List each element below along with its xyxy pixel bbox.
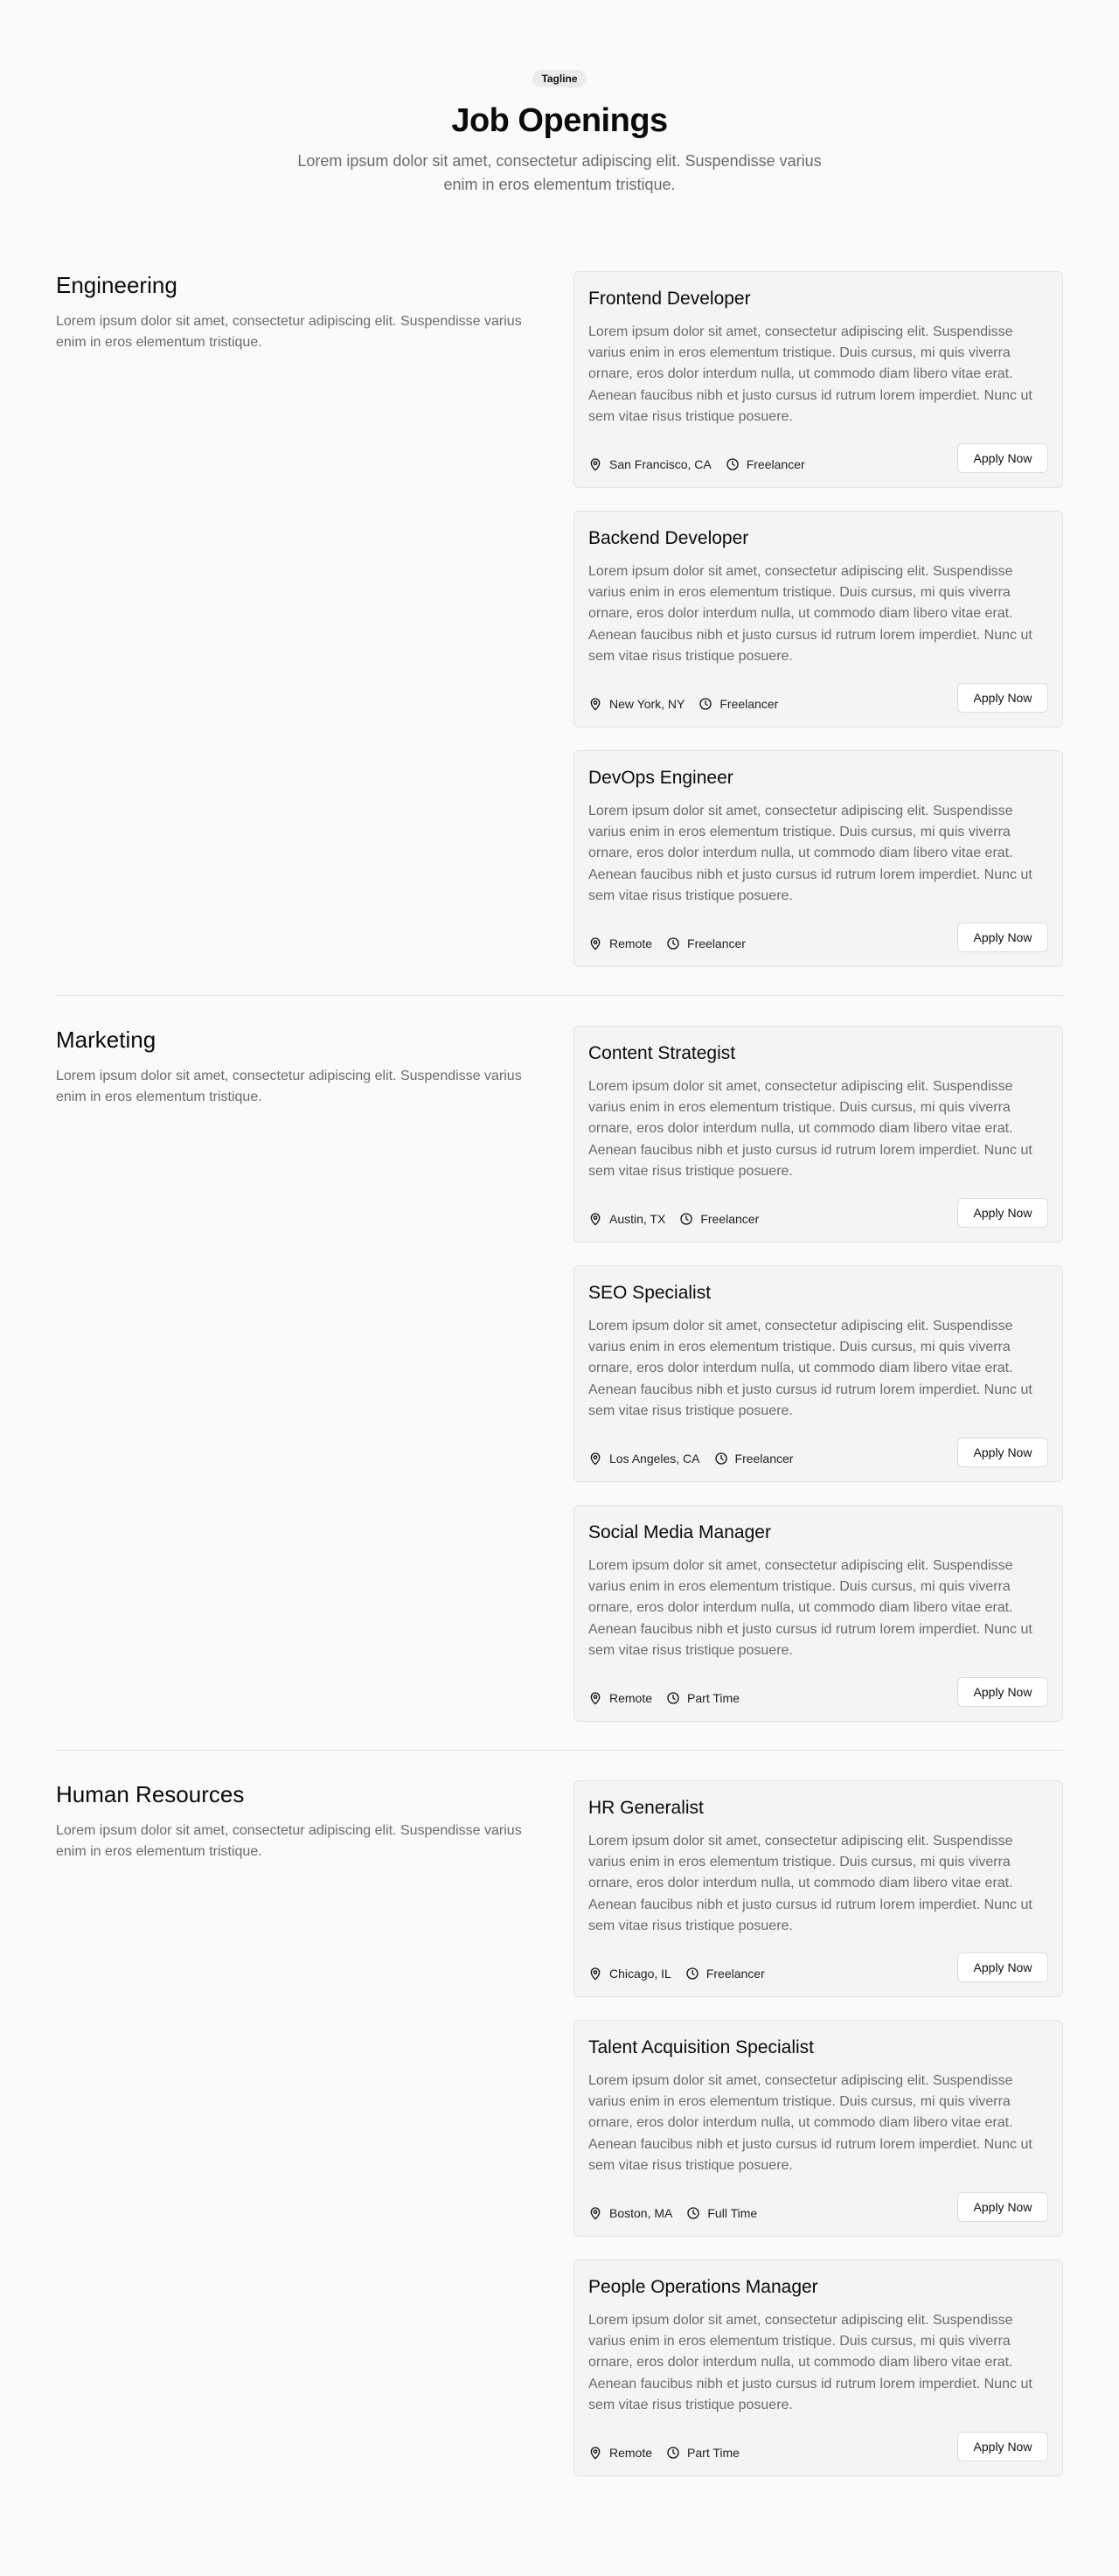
- job-location-label: Boston, MA: [609, 2206, 673, 2220]
- clock-icon: [679, 1212, 693, 1226]
- job-type-label: Freelancer: [700, 1212, 760, 1226]
- job-meta: [588, 1212, 773, 1226]
- clock-icon: [699, 697, 712, 711]
- job-type-label: Part Time: [687, 2446, 740, 2460]
- map-pin-icon: [588, 697, 602, 711]
- apply-now-button[interactable]: Apply Now: [957, 1953, 1048, 1982]
- department-title: Engineering: [56, 272, 177, 298]
- department-info: [56, 271, 546, 967]
- job-meta: [588, 697, 792, 711]
- job-type: [699, 697, 778, 711]
- job-card: [573, 271, 1063, 488]
- job-card: [573, 2020, 1063, 2237]
- job-type: [666, 2446, 740, 2460]
- job-type-label: Freelancer: [719, 697, 779, 711]
- department-section: [56, 1026, 1063, 1722]
- clock-icon: [686, 2206, 700, 2220]
- apply-now-button[interactable]: Apply Now: [957, 2192, 1048, 2222]
- job-description: Lorem ipsum dolor sit amet, consectetur adipiscing elit. Suspendisse varius enim in eros elementum tristique. Duis cursus, mi quis viverra ornare, eros dolor interdum nulla, ut commodo diam libero vitae erat. Aenean faucibus nibh et justo cursus id rutrum lorem imperdiet. Nunc ut sem vitae risus tristique posuere.: [588, 2313, 1032, 2412]
- clock-icon: [666, 1691, 680, 1705]
- apply-now-button[interactable]: Apply Now: [957, 2432, 1048, 2461]
- apply-now-button[interactable]: Apply Now: [957, 1677, 1048, 1707]
- section-divider: [56, 995, 1063, 996]
- job-sections: [56, 271, 1063, 2476]
- job-description: Lorem ipsum dolor sit amet, consectetur adipiscing elit. Suspendisse varius enim in eros elementum tristique. Duis cursus, mi quis viverra ornare, eros dolor interdum nulla, ut commodo diam libero vitae erat. Aenean faucibus nibh et justo cursus id rutrum lorem imperdiet. Nunc ut sem vitae risus tristique posuere.: [588, 1079, 1032, 1179]
- job-title: DevOps Engineer: [588, 768, 733, 788]
- hero: [0, 0, 1119, 197]
- job-description: Lorem ipsum dolor sit amet, consectetur adipiscing elit. Suspendisse varius enim in eros elementum tristique. Duis cursus, mi quis viverra ornare, eros dolor interdum nulla, ut commodo diam libero vitae erat. Aenean faucibus nibh et justo cursus id rutrum lorem imperdiet. Nunc ut sem vitae risus tristique posuere.: [588, 804, 1032, 903]
- job-location: [588, 697, 685, 711]
- job-card: [573, 511, 1063, 728]
- job-card: [573, 1265, 1063, 1482]
- job-type-label: Freelancer: [705, 1967, 765, 1981]
- map-pin-icon: [588, 1967, 602, 1981]
- map-pin-icon: [588, 1691, 602, 1705]
- department-description: Lorem ipsum dolor sit amet, consectetur adipiscing elit. Suspendisse varius enim in eros elementum tristique.: [56, 1823, 522, 1859]
- clock-icon: [714, 1452, 728, 1466]
- job-card: [573, 2259, 1063, 2476]
- department-info: [56, 1026, 546, 1722]
- job-title: HR Generalist: [588, 1798, 704, 1818]
- job-card: [573, 1026, 1063, 1243]
- department-section: [56, 1780, 1063, 2476]
- department-description: Lorem ipsum dolor sit amet, consectetur adipiscing elit. Suspendisse varius enim in eros elementum tristique.: [56, 314, 522, 350]
- map-pin-icon: [588, 2206, 602, 2220]
- job-location-label: Los Angeles, CA: [609, 1452, 700, 1466]
- apply-now-button[interactable]: Apply Now: [957, 1198, 1048, 1228]
- job-location-label: San Francisco, CA: [609, 457, 712, 471]
- job-type-label: Freelancer: [687, 936, 746, 950]
- job-type: [726, 457, 805, 471]
- page-title: Job Openings: [451, 102, 668, 139]
- job-type: [685, 1967, 765, 1981]
- map-pin-icon: [588, 457, 602, 471]
- job-meta: [588, 457, 819, 471]
- job-title: Social Media Manager: [588, 1522, 771, 1542]
- apply-now-button[interactable]: Apply Now: [957, 443, 1048, 473]
- job-type-label: Part Time: [687, 1691, 740, 1705]
- job-meta: [588, 2446, 754, 2460]
- department-title: Marketing: [56, 1027, 156, 1053]
- clock-icon: [685, 1967, 699, 1981]
- job-description: Lorem ipsum dolor sit amet, consectetur adipiscing elit. Suspendisse varius enim in eros elementum tristique. Duis cursus, mi quis viverra ornare, eros dolor interdum nulla, ut commodo diam libero vitae erat. Aenean faucibus nibh et justo cursus id rutrum lorem imperdiet. Nunc ut sem vitae risus tristique posuere.: [588, 1834, 1032, 1933]
- clock-icon: [666, 2446, 680, 2460]
- job-list: [573, 1026, 1063, 1722]
- tagline-badge: Tagline: [532, 70, 586, 87]
- clock-icon: [666, 936, 680, 950]
- department-description: Lorem ipsum dolor sit amet, consectetur adipiscing elit. Suspendisse varius enim in eros elementum tristique.: [56, 1069, 522, 1104]
- job-list: [573, 1780, 1063, 2476]
- job-meta: [588, 1691, 754, 1705]
- job-meta: [588, 2206, 771, 2220]
- job-type: [714, 1452, 794, 1466]
- job-type: [679, 1212, 759, 1226]
- department-section: [56, 271, 1063, 967]
- job-location: [588, 1452, 700, 1466]
- job-type-label: Freelancer: [746, 457, 805, 471]
- job-type: [666, 1691, 740, 1705]
- job-title: Backend Developer: [588, 528, 749, 548]
- job-location-label: Remote: [609, 936, 653, 950]
- job-location-label: Austin, TX: [609, 1212, 666, 1226]
- department-info: [56, 1780, 546, 2476]
- map-pin-icon: [588, 2446, 602, 2460]
- job-card: [573, 1505, 1063, 1722]
- job-type-label: Freelancer: [734, 1452, 794, 1466]
- job-location: [588, 457, 712, 471]
- department-title: Human Resources: [56, 1781, 245, 1807]
- job-location-label: Remote: [609, 1691, 653, 1705]
- job-title: Talent Acquisition Specialist: [588, 2037, 814, 2057]
- job-card: [573, 1780, 1063, 1997]
- job-title: Frontend Developer: [588, 289, 751, 309]
- apply-now-button[interactable]: Apply Now: [957, 1438, 1048, 1467]
- job-type: [686, 2206, 757, 2220]
- apply-now-button[interactable]: Apply Now: [957, 683, 1048, 713]
- job-description: Lorem ipsum dolor sit amet, consectetur adipiscing elit. Suspendisse varius enim in eros elementum tristique. Duis cursus, mi quis viverra ornare, eros dolor interdum nulla, ut commodo diam libero vitae erat. Aenean faucibus nibh et justo cursus id rutrum lorem imperdiet. Nunc ut sem vitae risus tristique posuere.: [588, 1558, 1032, 1658]
- job-location: [588, 936, 652, 950]
- job-location: [588, 1967, 671, 1981]
- job-meta: [588, 936, 760, 950]
- apply-now-button[interactable]: Apply Now: [957, 922, 1048, 952]
- job-title: SEO Specialist: [588, 1283, 712, 1303]
- job-type-label: Full Time: [707, 2206, 758, 2220]
- page-description: Lorem ipsum dolor sit amet, consectetur adipiscing elit. Suspendisse varius enim in eros elementum tristique.: [297, 152, 822, 193]
- job-card: [573, 750, 1063, 967]
- job-location: [588, 2206, 672, 2220]
- job-location: [588, 2446, 652, 2460]
- section-divider: [56, 1750, 1063, 1751]
- job-meta: [588, 1967, 779, 1981]
- job-location: [588, 1212, 665, 1226]
- job-title: Content Strategist: [588, 1043, 736, 1063]
- job-type: [666, 936, 746, 950]
- job-title: People Operations Manager: [588, 2277, 818, 2297]
- job-description: Lorem ipsum dolor sit amet, consectetur adipiscing elit. Suspendisse varius enim in eros elementum tristique. Duis cursus, mi quis viverra ornare, eros dolor interdum nulla, ut commodo diam libero vitae erat. Aenean faucibus nibh et justo cursus id rutrum lorem imperdiet. Nunc ut sem vitae risus tristique posuere.: [588, 2073, 1032, 2173]
- job-location-label: Chicago, IL: [609, 1967, 671, 1981]
- job-location: [588, 1691, 652, 1705]
- map-pin-icon: [588, 936, 602, 950]
- clock-icon: [726, 457, 740, 471]
- job-description: Lorem ipsum dolor sit amet, consectetur adipiscing elit. Suspendisse varius enim in eros elementum tristique. Duis cursus, mi quis viverra ornare, eros dolor interdum nulla, ut commodo diam libero vitae erat. Aenean faucibus nibh et justo cursus id rutrum lorem imperdiet. Nunc ut sem vitae risus tristique posuere.: [588, 324, 1032, 424]
- job-location-label: New York, NY: [609, 697, 685, 711]
- job-meta: [588, 1452, 807, 1466]
- job-location-label: Remote: [609, 2446, 653, 2460]
- map-pin-icon: [588, 1212, 602, 1226]
- job-list: [573, 271, 1063, 967]
- map-pin-icon: [588, 1452, 602, 1466]
- job-description: Lorem ipsum dolor sit amet, consectetur adipiscing elit. Suspendisse varius enim in eros elementum tristique. Duis cursus, mi quis viverra ornare, eros dolor interdum nulla, ut commodo diam libero vitae erat. Aenean faucibus nibh et justo cursus id rutrum lorem imperdiet. Nunc ut sem vitae risus tristique posuere.: [588, 1319, 1032, 1418]
- job-description: Lorem ipsum dolor sit amet, consectetur adipiscing elit. Suspendisse varius enim in eros elementum tristique. Duis cursus, mi quis viverra ornare, eros dolor interdum nulla, ut commodo diam libero vitae erat. Aenean faucibus nibh et justo cursus id rutrum lorem imperdiet. Nunc ut sem vitae risus tristique posuere.: [588, 564, 1032, 664]
